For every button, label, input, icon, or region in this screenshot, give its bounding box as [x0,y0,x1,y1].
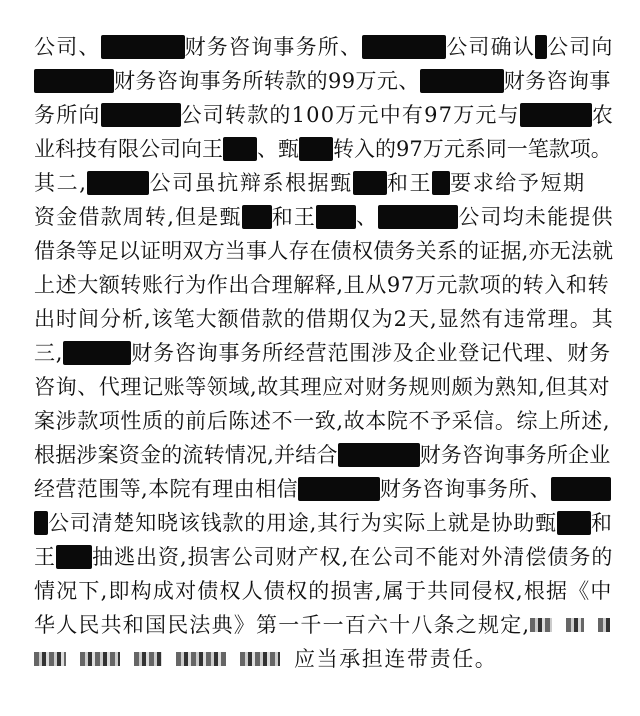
text-line-2 [34,66,614,96]
text-line-17 [34,576,614,606]
pixelated-redaction [134,652,162,666]
redaction-block [353,171,387,195]
pixelated-redaction [240,652,280,666]
text-line-8 [34,270,614,300]
redaction-block [338,443,420,467]
text-segment: 三, [34,341,64,365]
text-segment: 经营范围等,本院有理由相信 [34,477,298,501]
text-segment: 财务咨询事 [503,69,611,93]
text-line-11 [34,372,614,402]
text-segment: 财务咨询事务所经营范围涉及企业登记代理、财务 [131,341,611,365]
pixelated-redaction [80,652,120,666]
text-line-16 [34,542,614,572]
text-line-6 [34,202,614,232]
text-line-7 [34,236,614,266]
text-segment: 公司清楚知晓该钱款的用途,其行为实际上就是协助甄 [48,511,557,535]
redaction-block [557,511,591,535]
redaction-block [420,69,504,93]
text-segment: 公司转款的100万元中有97万元与 [180,103,520,127]
pixelated-redaction [566,618,584,632]
redaction-block [56,545,92,569]
text-segment: 财务咨询事务所转款的99万元、 [114,69,420,93]
text-segment: 业科技有限公司向王 [34,137,223,161]
text-segment: 要求给予短期 [450,171,586,195]
text-segment: 资金借款周转,但是甄 [34,205,242,229]
text-line-4 [34,134,614,164]
text-line-14 [34,474,614,504]
text-segment: 和 [590,511,613,535]
text-segment: 案涉款项性质的前后陈述不一致,故本院不予采信。综上所述, [34,409,611,433]
text-line-12 [34,406,614,436]
text-segment: 抽逃出资,损害公司财产权,在公司不能对外清偿债务的 [92,545,614,569]
text-segment: 出时间分析,该笔大额借款的借期仅为2天,显然有违常理。其 [34,307,614,331]
text-segment: 王 [34,545,56,569]
text-segment: 公司虽抗辩系根据甄 [149,171,353,195]
redaction-block [432,171,450,195]
redaction-block [298,477,380,501]
text-segment: 财务咨询事务所企业 [419,443,611,467]
text-line-15 [34,508,614,538]
text-segment: 应当承担连带责任。 [294,647,498,671]
text-segment: 、甄 [257,137,299,161]
redaction-block [362,35,446,59]
text-segment: 公司向 [547,35,614,59]
text-line-3 [34,100,614,130]
text-segment: 、 [356,205,379,229]
redaction-block [316,205,356,229]
text-segment: 财务咨询事务所、 [184,35,363,59]
text-segment: 其二, [34,171,88,195]
text-line-10 [34,338,614,368]
text-segment: 农 [591,103,615,127]
redaction-block [299,137,333,161]
redaction-block [63,341,131,365]
text-line-5 [34,168,614,198]
redaction-block [535,35,547,59]
pixelated-redaction [34,652,66,666]
text-segment: 务所向 [34,103,101,127]
redaction-block [223,137,257,161]
text-segment: 上述大额转账行为作出合理解释,且从97万元款项的转入和转 [34,273,610,297]
redaction-block [242,205,272,229]
redaction-block [101,103,181,127]
text-segment: 公司确认 [446,35,536,59]
text-line-9 [34,304,614,334]
text-segment: 公司均未能提供 [458,205,614,229]
text-segment: 情况下,即构成对债权人债权的损害,属于共同侵权,根据《中 [34,579,613,603]
pixelated-redaction [530,618,552,632]
redaction-block [520,103,592,127]
text-line-13 [34,440,614,470]
pixelated-redaction [598,618,610,632]
text-segment: 财务咨询事务所、 [379,477,552,501]
text-segment: 根据涉案资金的流转情况,并结合 [34,443,338,467]
text-line-18 [34,610,614,640]
text-segment: 借条等足以证明双方当事人存在债权债务关系的证据,亦无法就 [34,239,614,263]
redaction-block [101,35,185,59]
redaction-block [378,205,458,229]
pixelated-redaction [176,652,226,666]
text-segment: 和王 [271,205,317,229]
text-segment: 华人民共和国民法典》第一千一百六十八条之规定, [34,613,531,637]
text-segment: 和王 [386,171,433,195]
redaction-block [34,69,114,93]
text-segment: 公司、 [34,35,101,59]
redaction-block [87,171,149,195]
text-segment: 转入的97万元系同一笔款项。 [333,137,612,161]
text-line-19 [34,644,614,674]
text-segment: 咨询、代理记账等领域,故其理应对财务规则颇为熟知,但其对 [34,375,611,399]
redaction-block [34,511,48,535]
text-line-1 [34,32,614,62]
redaction-block [551,477,611,501]
